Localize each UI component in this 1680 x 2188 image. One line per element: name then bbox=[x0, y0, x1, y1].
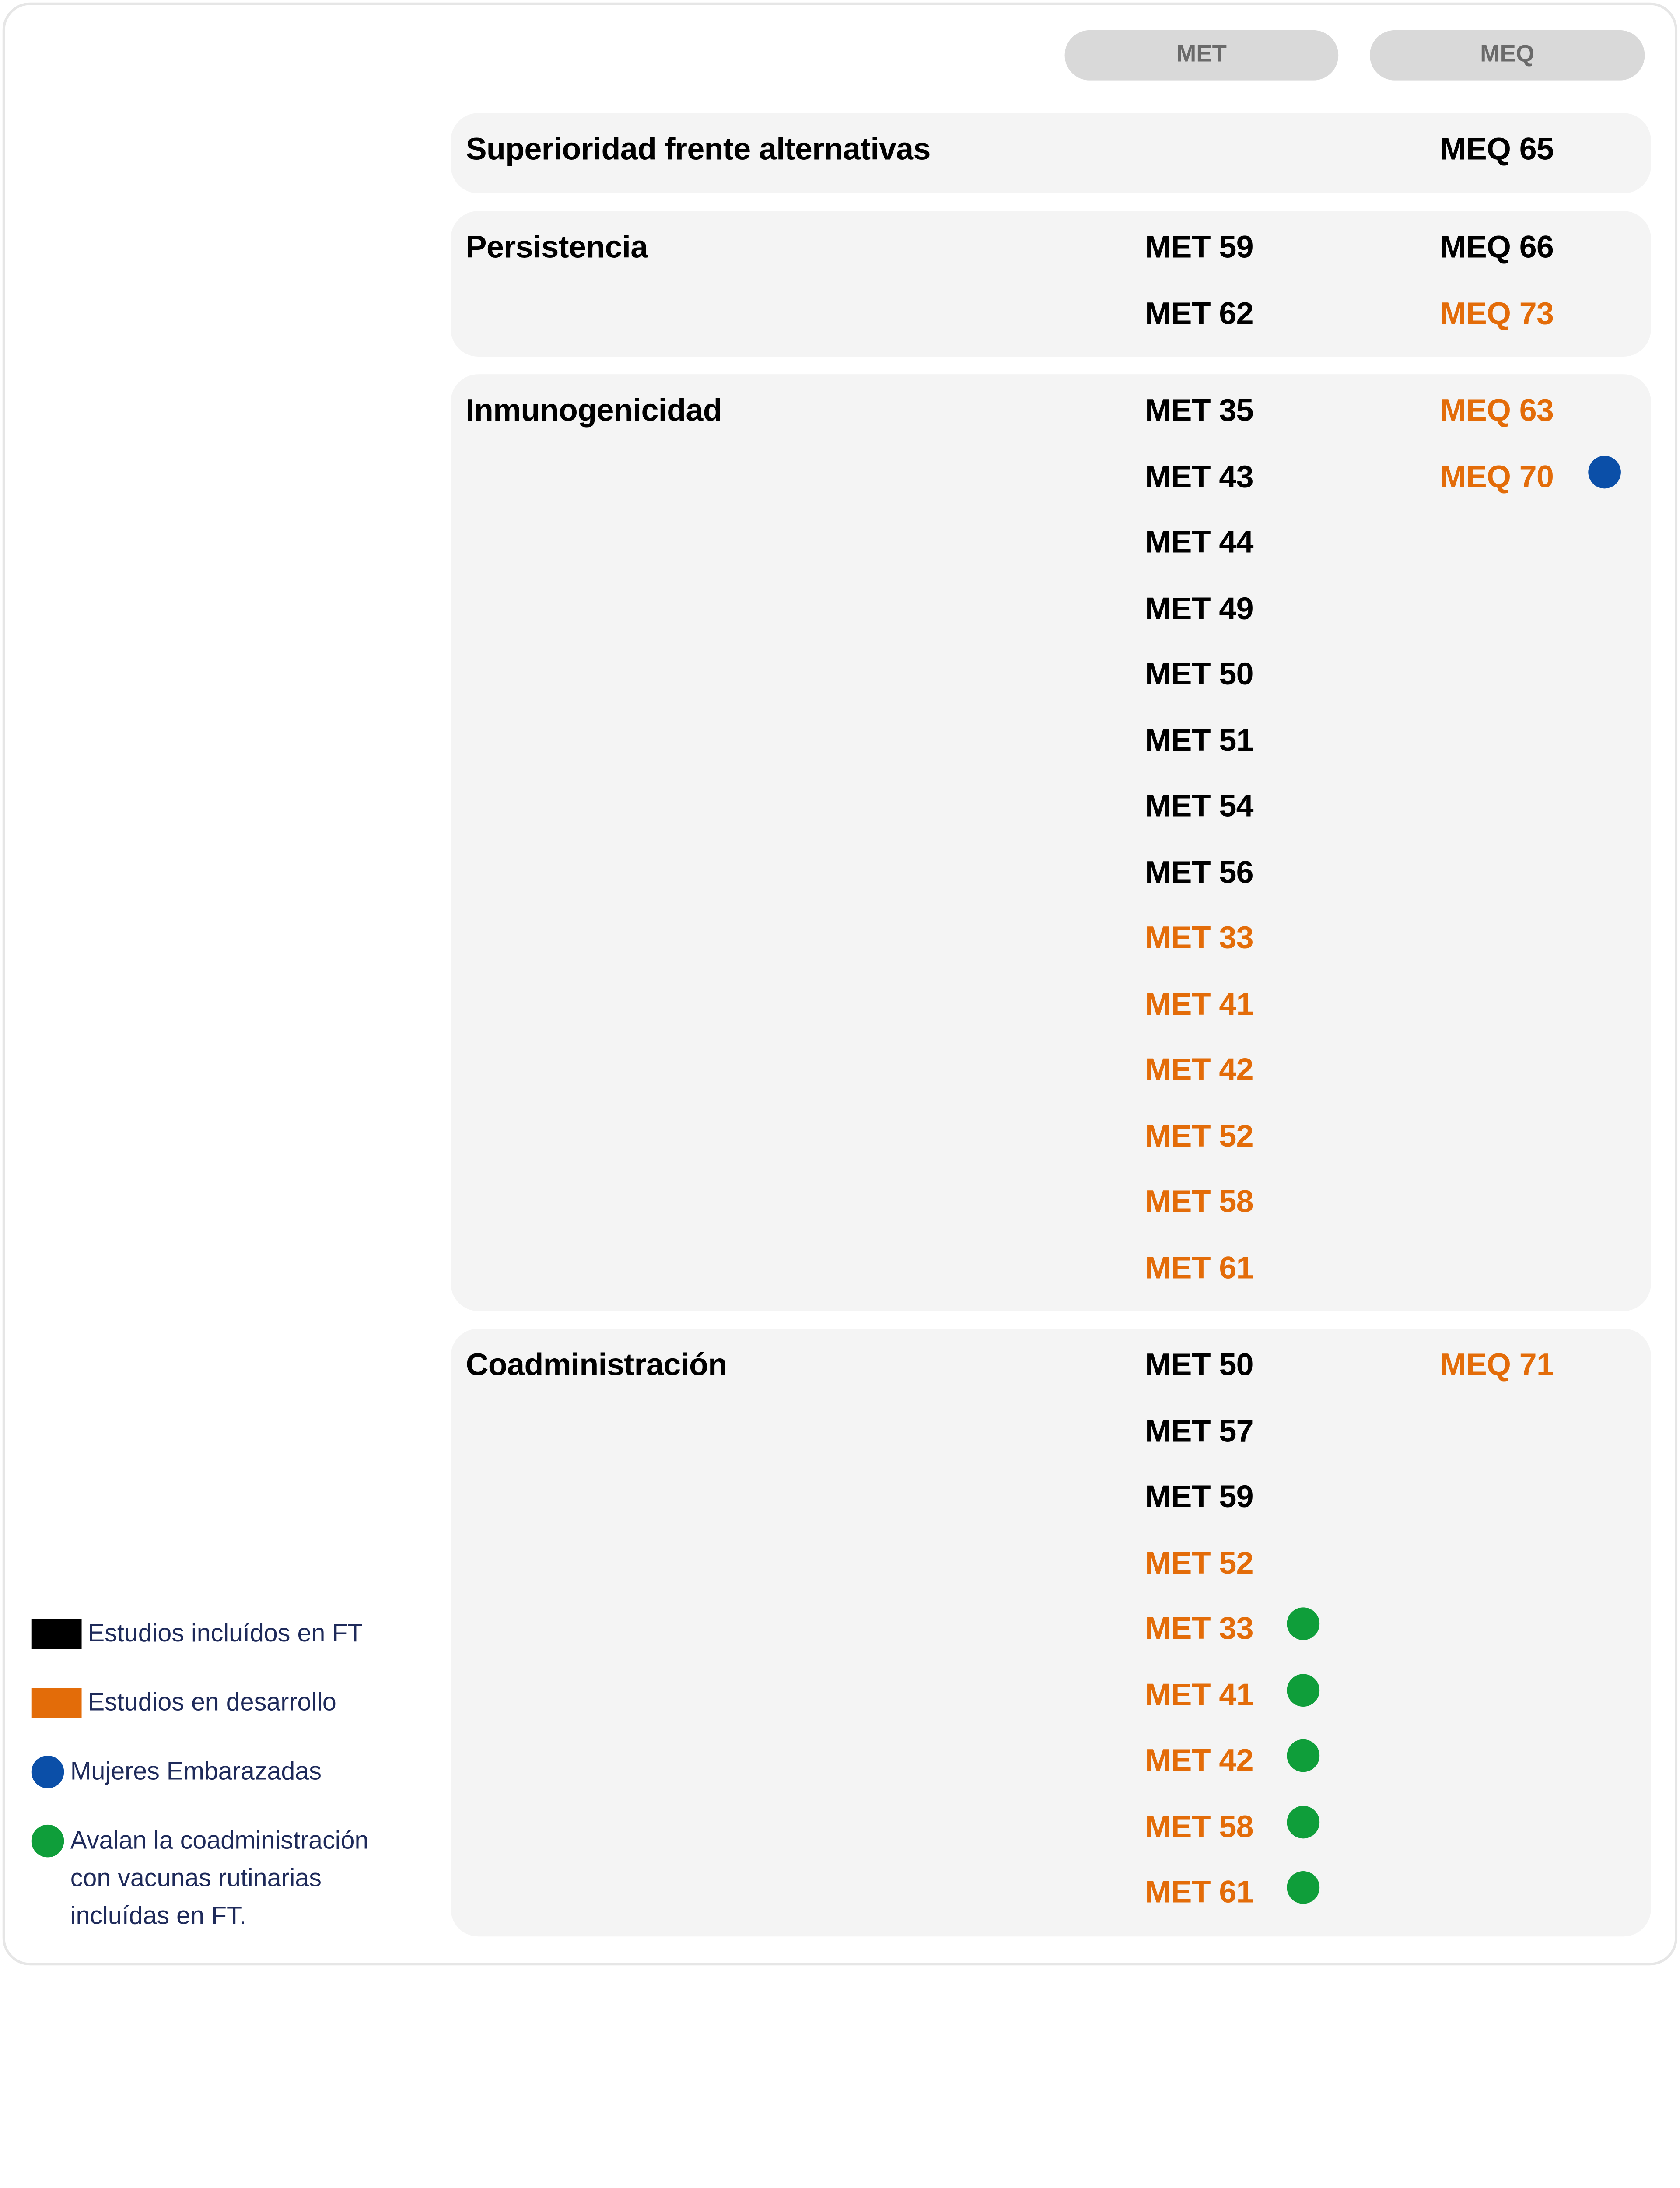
coadmin-marker-dot bbox=[1287, 1607, 1320, 1640]
coadmin-marker-dot bbox=[1287, 1806, 1320, 1839]
met-study: MET 52 bbox=[1145, 1119, 1254, 1154]
section-title: Persistencia bbox=[466, 230, 648, 265]
coadmin-marker-dot bbox=[1287, 1871, 1320, 1904]
met-study: MET 41 bbox=[1145, 1678, 1254, 1713]
met-study: MET 57 bbox=[1145, 1414, 1254, 1449]
met-study: MET 51 bbox=[1145, 723, 1254, 759]
coadmin-marker-dot bbox=[1287, 1739, 1320, 1772]
met-study: MET 50 bbox=[1145, 656, 1254, 692]
met-study: MET 54 bbox=[1145, 789, 1254, 824]
met-study: MET 58 bbox=[1145, 1809, 1254, 1845]
met-study: MET 59 bbox=[1145, 1479, 1254, 1515]
section-panel-coadministracion bbox=[451, 1329, 1651, 1936]
section-title: Coadministración bbox=[466, 1347, 727, 1383]
meq-study: MEQ 65 bbox=[1440, 132, 1554, 167]
meq-study: MEQ 63 bbox=[1440, 393, 1554, 428]
met-study: MET 35 bbox=[1145, 393, 1254, 428]
met-study: MET 42 bbox=[1145, 1743, 1254, 1778]
met-study: MET 44 bbox=[1145, 525, 1254, 560]
section-title: Superioridad frente alternativas bbox=[466, 132, 931, 167]
coadmin-marker-dot bbox=[1287, 1674, 1320, 1707]
pregnant-marker-dot bbox=[1588, 456, 1621, 489]
legend-development-label: Estudios en desarrollo bbox=[88, 1689, 336, 1717]
meq-study: MEQ 71 bbox=[1440, 1347, 1554, 1383]
met-study: MET 42 bbox=[1145, 1052, 1254, 1088]
legend-included-swatch bbox=[32, 1619, 82, 1649]
met-column-header: MET bbox=[1065, 30, 1339, 81]
meq-column-header: MEQ bbox=[1370, 30, 1645, 81]
met-study: MET 50 bbox=[1145, 1347, 1254, 1383]
legend-coadmin-label-line1: Avalan la coadministración bbox=[70, 1827, 369, 1855]
met-study: MET 61 bbox=[1145, 1875, 1254, 1910]
met-study: MET 52 bbox=[1145, 1546, 1254, 1581]
met-study: MET 62 bbox=[1145, 296, 1254, 332]
met-study: MET 61 bbox=[1145, 1251, 1254, 1286]
meq-study: MEQ 73 bbox=[1440, 296, 1554, 332]
legend-pregnant-dot bbox=[32, 1756, 64, 1788]
met-study: MET 41 bbox=[1145, 987, 1254, 1023]
legend-coadmin-label-line3: incluídas en FT. bbox=[70, 1902, 246, 1930]
met-study: MET 58 bbox=[1145, 1184, 1254, 1220]
meq-study: MEQ 70 bbox=[1440, 459, 1554, 495]
met-study: MET 59 bbox=[1145, 230, 1254, 265]
met-study: MET 49 bbox=[1145, 591, 1254, 627]
legend-coadmin-dot bbox=[32, 1825, 64, 1858]
section-panel-inmunogenicidad bbox=[451, 374, 1651, 1311]
met-study: MET 43 bbox=[1145, 459, 1254, 495]
section-title: Inmunogenicidad bbox=[466, 393, 722, 428]
legend-pregnant-label: Mujeres Embarazadas bbox=[70, 1758, 322, 1786]
met-study: MET 33 bbox=[1145, 1611, 1254, 1647]
legend-development-swatch bbox=[32, 1688, 82, 1718]
met-study: MET 56 bbox=[1145, 855, 1254, 891]
met-study: MET 33 bbox=[1145, 920, 1254, 956]
meq-study: MEQ 66 bbox=[1440, 230, 1554, 265]
legend-coadmin-label-line2: con vacunas rutinarias bbox=[70, 1865, 322, 1893]
legend-included-label: Estudios incluídos en FT bbox=[88, 1620, 363, 1648]
